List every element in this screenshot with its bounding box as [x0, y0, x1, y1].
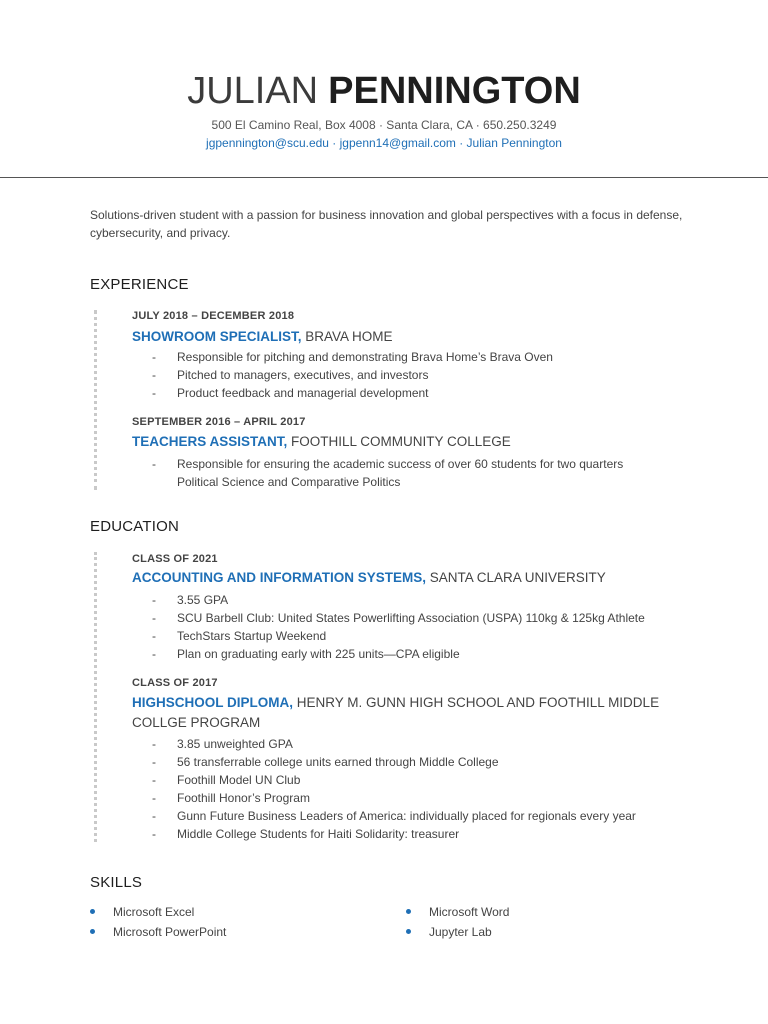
- school-1-role: [132, 568, 692, 588]
- job-2-bullets: [152, 455, 712, 491]
- school-1-title: ACCOUNTING AND INFORMATION SYSTEMS,: [132, 570, 426, 585]
- school-1-org: SANTA CLARA UNIVERSITY: [426, 570, 606, 585]
- job-1-dates: JULY 2018 – DECEMBER 2018: [132, 310, 295, 322]
- bullet-dot-icon: [406, 929, 411, 934]
- school-2-title: HIGHSCHOOL DIPLOMA,: [132, 695, 294, 710]
- job-1-org: BRAVA HOME: [301, 329, 393, 344]
- school-2-dates: CLASS OF 2017: [132, 677, 218, 689]
- bullet-dot-icon: [406, 909, 411, 914]
- job-1-role: [132, 327, 692, 347]
- job-1-bullets: [152, 348, 712, 402]
- school-2-org: HENRY M. GUNN HIGH SCHOOL AND FOOTHILL MIDDLE COLLGE PROGRAM: [132, 695, 660, 730]
- list-item: - Middle College Students for Haiti Solidarity: treasurer: [152, 827, 460, 841]
- skills-heading: SKILLS: [90, 874, 143, 891]
- list-item: - Responsible for ensuring the academic success of over 60 students for two quarters Political Science and Comparative Politics: [152, 457, 624, 489]
- header-divider: [0, 177, 768, 178]
- list-item: - Responsible for pitching and demonstrating Brava Home’s Brava Oven: [152, 350, 553, 364]
- job-2-dates: SEPTEMBER 2016 – APRIL 2017: [132, 416, 306, 428]
- education-timeline: [94, 552, 97, 842]
- list-item: - TechStars Startup Weekend: [152, 629, 327, 643]
- list-item: - Pitched to managers, executives, and investors: [152, 368, 429, 382]
- list-item: - Product feedback and managerial development: [152, 386, 429, 400]
- resume-name: [0, 68, 768, 114]
- contact-line: 500 El Camino Real, Box 4008 · Santa Clara, CA · 650.250.3249: [211, 118, 557, 132]
- school-2-bullets: [152, 735, 712, 843]
- list-item: - 3.55 GPA: [152, 593, 229, 607]
- list-item: - 3.85 unweighted GPA: [152, 737, 293, 751]
- school-2-role: [132, 693, 677, 733]
- first-name: JULIAN: [187, 70, 319, 112]
- list-item: - Plan on graduating early with 225 units—CPA eligible: [152, 647, 460, 661]
- contact-links[interactable]: jgpennington@scu.edu · jgpenn14@gmail.com · Julian Pennington: [206, 136, 562, 150]
- list-item: - Foothill Honor’s Program: [152, 791, 310, 805]
- list-item: - Gunn Future Business Leaders of America: individually placed for regionals every year: [152, 809, 636, 823]
- school-1-dates: CLASS OF 2021: [132, 553, 218, 565]
- job-2-org: FOOTHILL COMMUNITY COLLEGE: [287, 434, 511, 449]
- job-2-role: [132, 432, 692, 452]
- list-item: - 56 transferrable college units earned through Middle College: [152, 755, 499, 769]
- list-item: - SCU Barbell Club: United States Powerlifting Association (USPA) 110kg & 125kg Athlete: [152, 611, 645, 625]
- bullet-dot-icon: [90, 909, 95, 914]
- job-1-title: SHOWROOM SPECIALIST,: [132, 329, 302, 344]
- job-2-title: TEACHERS ASSISTANT,: [132, 434, 288, 449]
- experience-heading: EXPERIENCE: [90, 276, 189, 293]
- education-heading: EDUCATION: [90, 518, 180, 535]
- list-item: - Foothill Model UN Club: [152, 773, 301, 787]
- summary-text: Solutions-driven student with a passion for business innovation and global perspectives with a focus in defense, cybersecurity, and privacy.: [90, 208, 683, 240]
- experience-timeline: [94, 310, 97, 490]
- bullet-dot-icon: [90, 929, 95, 934]
- last-name: PENNINGTON: [328, 70, 581, 112]
- school-1-bullets: [152, 591, 712, 663]
- skills-list: Microsoft Excel Microsoft Word Microsoft PowerPoint Jupyter Lab: [90, 903, 690, 953]
